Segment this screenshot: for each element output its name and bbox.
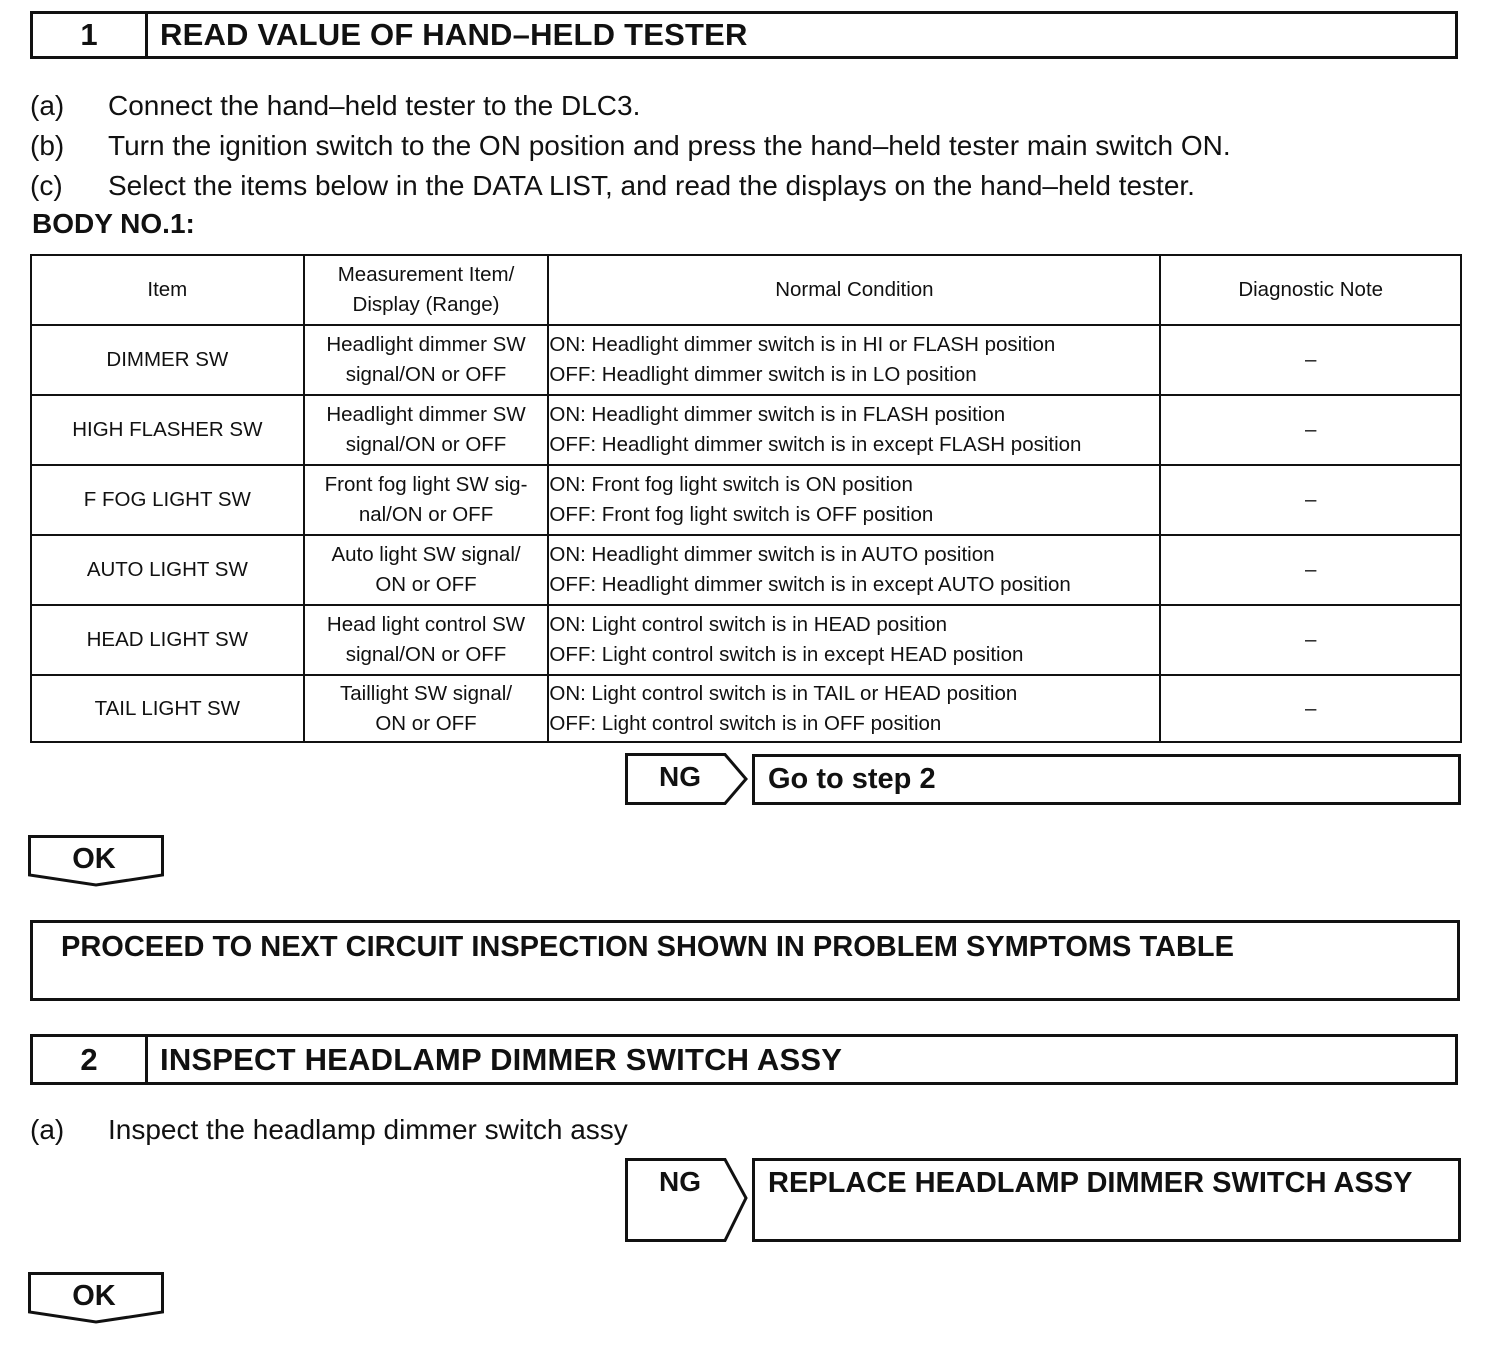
condition-on: ON: Headlight dimmer switch is in HI or FLASH position <box>549 333 1056 356</box>
instruction-label: (b) <box>30 130 65 161</box>
step-2-header <box>30 1034 1458 1085</box>
cell-note: – <box>1160 675 1461 742</box>
cell-measurement <box>304 395 549 465</box>
instruction-label: (c) <box>30 170 63 201</box>
instruction-label: (a) <box>30 90 65 121</box>
instruction-c <box>30 168 1195 204</box>
header-note: Diagnostic Note <box>1160 255 1461 325</box>
cell-condition <box>548 325 1160 395</box>
cell-measurement <box>304 465 549 535</box>
cell-measurement <box>304 605 549 675</box>
cell-note: – <box>1160 535 1461 605</box>
proceed-text: PROCEED TO NEXT CIRCUIT INSPECTION SHOWN IN PROBLEM SYMPTOMS TABLE <box>61 931 1234 963</box>
cell-item: F FOG LIGHT SW <box>31 465 304 535</box>
table-row <box>31 675 1461 742</box>
header-condition: Normal Condition <box>548 255 1160 325</box>
ok-label: OK <box>72 843 116 875</box>
measurement-line1: Head light control SW <box>326 613 526 636</box>
cell-condition <box>548 675 1160 742</box>
cell-item: DIMMER SW <box>31 325 304 395</box>
cell-measurement <box>304 325 549 395</box>
measurement-line1: Headlight dimmer SW <box>326 333 526 356</box>
header-measurement-line1: Measurement Item/ <box>337 263 515 286</box>
condition-on: ON: Light control switch is in TAIL or HEAD position <box>549 681 1018 705</box>
condition-off: OFF: Headlight dimmer switch is in except AUTO position <box>549 573 1071 596</box>
step-title: READ VALUE OF HAND–HELD TESTER <box>160 17 748 52</box>
table-row <box>31 535 1461 605</box>
instruction-b <box>30 128 1231 164</box>
condition-off: OFF: Front fog light switch is OFF position <box>549 503 934 526</box>
cell-item: TAIL LIGHT SW <box>31 675 304 742</box>
step-number: 1 <box>33 14 148 56</box>
header-measurement <box>304 255 549 325</box>
instruction-text: Connect the hand–held tester to the DLC3. <box>108 90 641 121</box>
cell-item: AUTO LIGHT SW <box>31 535 304 605</box>
cell-note: – <box>1160 465 1461 535</box>
measurement-line2: nal/ON or OFF <box>358 503 494 526</box>
cell-condition <box>548 465 1160 535</box>
header-item: Item <box>31 255 304 325</box>
instruction-text: Inspect the headlamp dimmer switch assy <box>108 1114 628 1145</box>
measurement-line2: signal/ON or OFF <box>345 363 507 386</box>
cell-measurement <box>304 535 549 605</box>
condition-off: OFF: Light control switch is in except HEAD position <box>549 643 1024 666</box>
ok-label: OK <box>72 1280 116 1312</box>
table-row <box>31 395 1461 465</box>
instruction-text: Select the items below in the DATA LIST, and read the displays on the hand–held tester. <box>108 170 1195 201</box>
ok-flag-1 <box>28 835 166 887</box>
condition-on: ON: Light control switch is in HEAD position <box>549 613 948 636</box>
ng-result-box-2 <box>752 1158 1461 1242</box>
ng-badge-1 <box>625 753 749 805</box>
instruction-label: (a) <box>30 1114 65 1145</box>
table-row <box>31 465 1461 535</box>
data-list-table <box>30 254 1462 743</box>
measurement-line2: ON or OFF <box>375 573 477 596</box>
condition-off: OFF: Light control switch is in OFF position <box>549 711 942 735</box>
condition-off: OFF: Headlight dimmer switch is in LO position <box>549 363 977 386</box>
cell-condition <box>548 535 1160 605</box>
cell-note: – <box>1160 325 1461 395</box>
instruction-a <box>30 1112 628 1148</box>
cell-condition <box>548 395 1160 465</box>
measurement-line1: Auto light SW signal/ <box>331 543 521 566</box>
measurement-line2: ON or OFF <box>375 711 477 735</box>
measurement-line1: Front fog light SW sig- <box>324 473 528 496</box>
condition-off: OFF: Headlight dimmer switch is in except FLASH position <box>549 433 1082 456</box>
measurement-line1: Taillight SW signal/ <box>340 681 513 705</box>
cell-item: HIGH FLASHER SW <box>31 395 304 465</box>
cell-item: HEAD LIGHT SW <box>31 605 304 675</box>
ng-result-text: Go to step 2 <box>768 763 936 795</box>
instruction-text: Turn the ignition switch to the ON position and press the hand–held tester main switch ON. <box>108 130 1231 161</box>
proceed-box <box>30 920 1460 1001</box>
ng-result-text: REPLACE HEADLAMP DIMMER SWITCH ASSY <box>768 1167 1413 1199</box>
measurement-line2: signal/ON or OFF <box>345 433 507 456</box>
cell-note: – <box>1160 395 1461 465</box>
table-row <box>31 605 1461 675</box>
cell-condition <box>548 605 1160 675</box>
condition-on: ON: Headlight dimmer switch is in FLASH position <box>549 403 1006 426</box>
step-1-header <box>30 11 1458 59</box>
step-number: 2 <box>33 1037 148 1082</box>
measurement-line2: signal/ON or OFF <box>345 643 507 666</box>
measurement-line1: Headlight dimmer SW <box>326 403 526 426</box>
ng-label: NG <box>659 761 701 792</box>
cell-note: – <box>1160 605 1461 675</box>
section-subheading: BODY NO.1: <box>32 208 195 239</box>
table-row <box>31 325 1461 395</box>
cell-measurement <box>304 675 549 742</box>
header-measurement-line2: Display (Range) <box>352 293 500 316</box>
condition-on: ON: Front fog light switch is ON position <box>549 473 913 496</box>
condition-on: ON: Headlight dimmer switch is in AUTO position <box>549 543 995 566</box>
step-title: INSPECT HEADLAMP DIMMER SWITCH ASSY <box>160 1041 843 1077</box>
ng-label: NG <box>659 1166 701 1197</box>
table-header-row <box>31 255 1461 325</box>
instruction-a <box>30 88 640 124</box>
ng-result-box-1 <box>752 754 1461 805</box>
ng-badge-2 <box>625 1158 749 1242</box>
ok-flag-2 <box>28 1272 166 1324</box>
